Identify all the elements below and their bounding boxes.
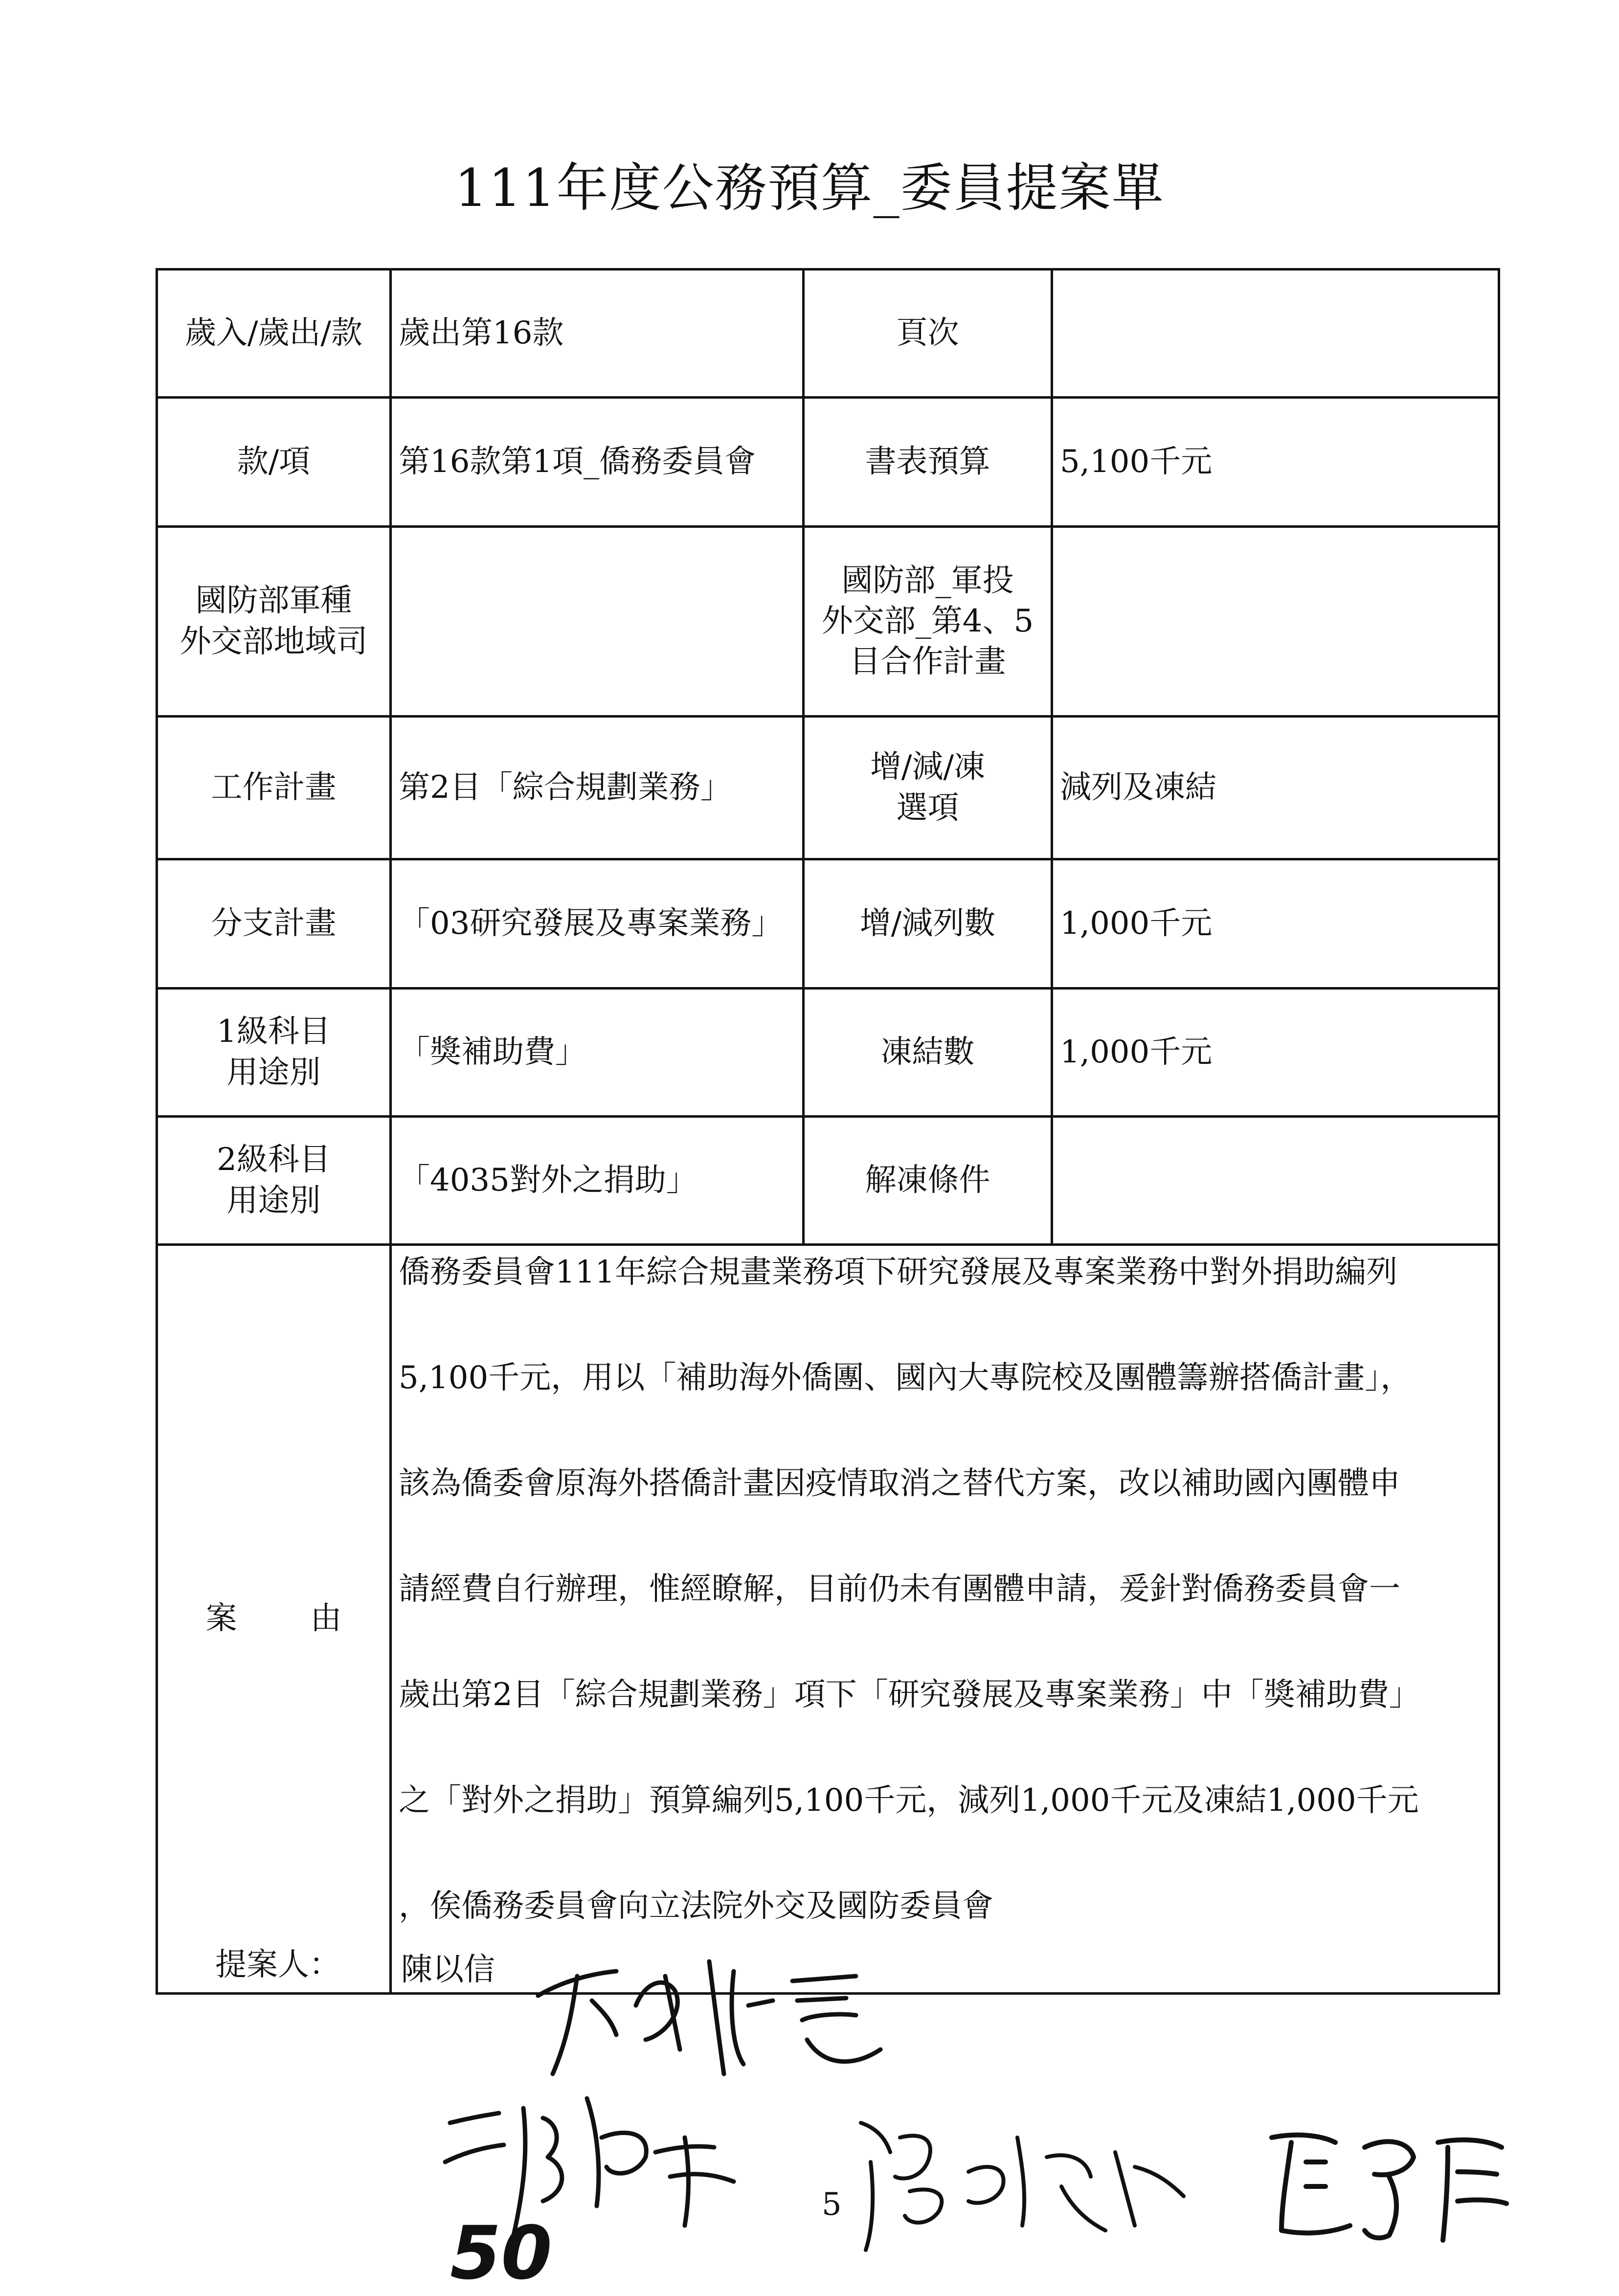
field-label: [804, 527, 1052, 717]
label-line: 國防部_軍投: [841, 562, 1014, 599]
field-label: 凍結數: [804, 989, 1052, 1117]
field-value: 第16款第1項_僑務委員會: [391, 398, 804, 527]
table-row: [157, 717, 1499, 859]
field-value: 「4035對外之捐助」: [391, 1117, 804, 1245]
reason-line: 僑務委員會111年綜合規畫業務項下研究發展及專案業務中對外捐助編列: [399, 1254, 1398, 1290]
table-row: [157, 1117, 1499, 1245]
field-value: 「03研究發展及專案業務」: [391, 859, 804, 989]
field-label: [157, 527, 391, 717]
field-label: [157, 989, 391, 1117]
field-label: 增/減列數: [804, 859, 1052, 989]
label-line: 目合作計畫: [849, 644, 1006, 680]
field-value: 1,000千元: [1052, 859, 1499, 989]
proposer-label: 提案人：: [215, 1947, 340, 1983]
reason-line: 5,100千元，用以「補助海外僑團、國內大專院校及團體籌辦搭僑計畫」，: [399, 1360, 1412, 1396]
page-number: 5: [822, 2186, 842, 2223]
field-label: [157, 1117, 391, 1245]
label-line: 2級科目: [217, 1142, 331, 1178]
field-value: 減列及凍結: [1052, 717, 1499, 859]
page-title: 111年度公務預算_委員提案單: [454, 158, 1165, 218]
proposer-name: 陳以信: [401, 1952, 495, 1988]
reason-line: 請經費自行辦理，惟經瞭解，目前仍未有團體申請，爰針對僑務委員會一: [399, 1571, 1400, 1607]
field-label: 款/項: [157, 398, 391, 527]
label-line: 外交部_第4、5: [821, 603, 1034, 639]
reason-line: 歲出第2目「綜合規劃業務」項下「研究發展及專案業務」中「獎補助費」: [399, 1677, 1420, 1713]
field-value: [391, 527, 804, 717]
field-label: 工作計畫: [157, 717, 391, 859]
reason-line: ，俟僑務委員會向立法院外交及國防委員會: [399, 1888, 993, 1924]
label-line: 用途別: [226, 1054, 321, 1091]
table-row: [157, 1245, 1499, 1994]
reason-label: [157, 1245, 391, 1994]
proposal-table: [156, 268, 1500, 1995]
label-line: 1級科目: [217, 1013, 331, 1050]
reason-line: 之「對外之捐助」預算編列5,100千元，減列1,000千元及凍結1,000千元: [399, 1782, 1419, 1819]
reason-label-char: 案: [205, 1600, 237, 1637]
field-label: 解凍條件: [804, 1117, 1052, 1245]
table-row: [157, 859, 1499, 989]
label-line: 國防部軍種: [195, 583, 352, 619]
field-label: 頁次: [804, 270, 1052, 398]
reason-label-char: 由: [310, 1600, 342, 1637]
signature: [1252, 2118, 1526, 2255]
field-value: [1052, 270, 1499, 398]
table-row: [157, 989, 1499, 1117]
field-label: 分支計畫: [157, 859, 391, 989]
reason-text: [391, 1245, 1499, 1994]
signature: [841, 2108, 1193, 2255]
field-value: 第2目「綜合規劃業務」: [391, 717, 804, 859]
label-line: 用途別: [226, 1182, 321, 1219]
reason-line: 該為僑委會原海外搭僑計畫因疫情取消之替代方案，改以補助國內團體申: [399, 1465, 1400, 1502]
field-value: 1,000千元: [1052, 989, 1499, 1117]
field-value: [1052, 527, 1499, 717]
field-value: 「獎補助費」: [391, 989, 804, 1117]
field-label: 書表預算: [804, 398, 1052, 527]
field-value: [1052, 1117, 1499, 1245]
table-row: [157, 527, 1499, 717]
table-row: [157, 270, 1499, 398]
field-value: 5,100千元: [1052, 398, 1499, 527]
label-line: 選項: [896, 789, 959, 826]
field-value: 歲出第16款: [391, 270, 804, 398]
field-label: [804, 717, 1052, 859]
field-label: 歲入/歲出/款: [157, 270, 391, 398]
handwritten-number: 50: [450, 2211, 552, 2296]
table-row: [157, 398, 1499, 527]
signature: [518, 1927, 890, 2084]
label-line: 外交部地域司: [180, 623, 368, 660]
label-line: 增/減/凍: [870, 749, 986, 786]
